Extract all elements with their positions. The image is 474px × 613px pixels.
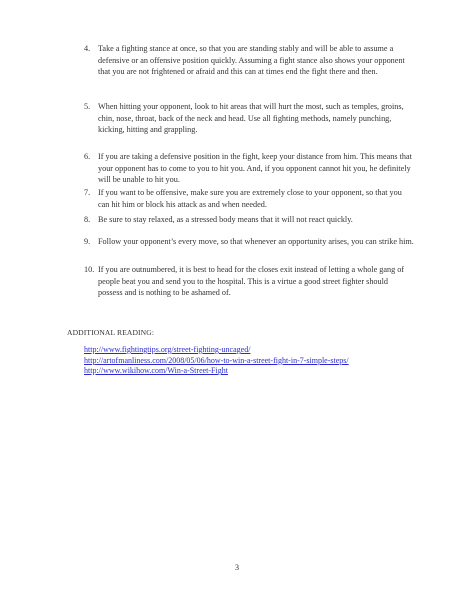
reading-link[interactable]: http://www.wikihow.com/Win-a-Street-Fight [84, 366, 228, 376]
list-item-text: Be sure to stay relaxed, as a stressed body means that it will not react quickly. [98, 215, 353, 224]
list-item [84, 187, 414, 210]
list-item-text: Follow your opponent’s every move, so that whenever an opportunity arises, you can strike him. [98, 237, 414, 246]
list-item [84, 101, 414, 136]
list-item-number: 7. [84, 188, 91, 197]
list-item-number: 5. [84, 102, 91, 111]
list-item [84, 236, 414, 248]
list-item-number: 9. [84, 237, 91, 246]
list-item-number: 4. [84, 44, 91, 53]
list-item-text: If you are taking a defensive position in the fight, keep your distance from him. This means that your opponent has to come to you to hit you. And, if you opponent cannot hit you, he definitely will be unable to hit you. [98, 152, 412, 185]
list-item-number: 6. [84, 152, 91, 161]
reading-links [84, 345, 349, 377]
list-item [84, 43, 414, 78]
list-item-text: If you are outnumbered, it is best to head for the closes exit instead of letting a whole gang of people beat you and send you to the hospital. This is a virtue a good street fighter should possess and is nothing to be ashamed of. [98, 265, 405, 298]
list-item [84, 264, 414, 299]
list-item-text: Take a fighting stance at once, so that you are standing stably and will be able to assume a defensive or an offensive position quickly. Assuming a fight stance also shows your opponent that you are not frightened or afraid and this can at times end the fight there and then. [98, 44, 405, 77]
list-item-text: When hitting your opponent, look to hit areas that will hurt the most, such as temples, groins, chin, nose, throat, back of the neck and head. Use all fighting methods, namely punching, kicking, hitting and grappling. [98, 102, 404, 135]
reading-link[interactable]: http://artofmanliness.com/2008/05/06/how-to-win-a-street-fight-in-7-simple-steps/ [84, 355, 349, 365]
list-item [84, 151, 414, 186]
reading-link[interactable]: http://www.fightingtips.org/street-fighting-uncaged/ [84, 345, 251, 354]
page-number: 3 [234, 563, 240, 572]
list-item [84, 214, 414, 226]
list-item-number: 8. [84, 215, 91, 224]
list-item-text: If you want to be offensive, make sure you are extremely close to your opponent, so that you can hit him or block his attack as and when needed. [98, 188, 402, 209]
list-item-number: 10. [84, 265, 95, 274]
additional-reading-heading: ADDITIONAL READING: [67, 328, 155, 337]
